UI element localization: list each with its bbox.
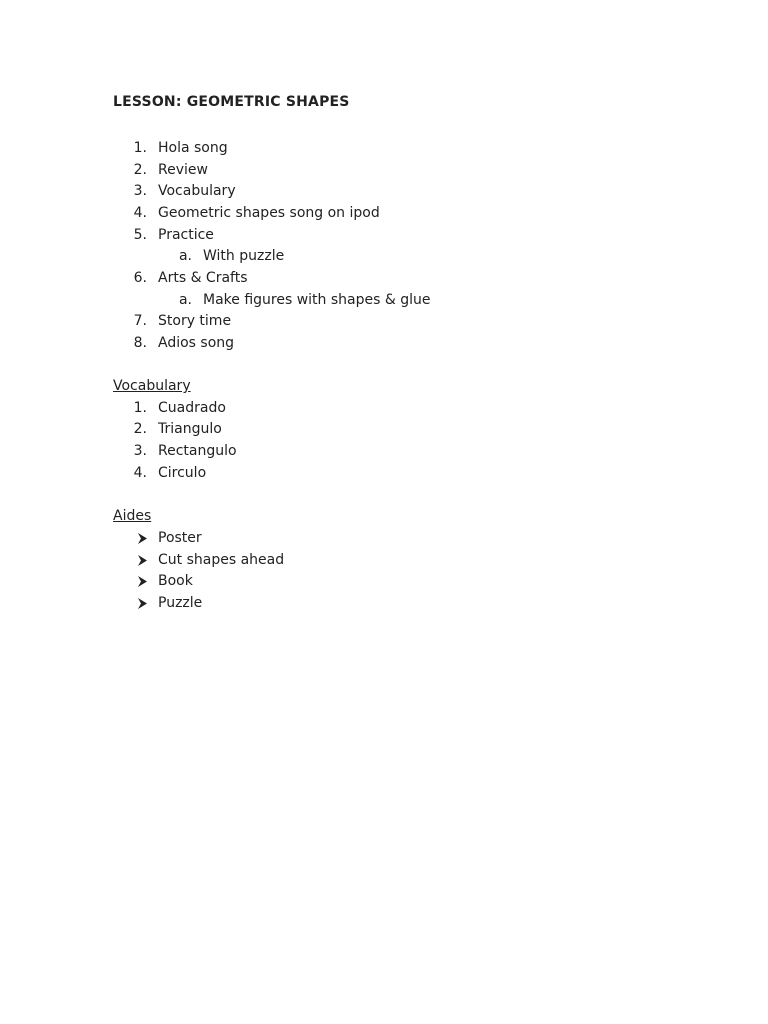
arrowhead-bullet-icon (137, 593, 147, 613)
list-item-text: Arts & Crafts (158, 270, 248, 286)
list-item-text: Hola song (158, 140, 228, 156)
list-marker: 1. (133, 140, 147, 156)
list-item-text: Vocabulary (158, 183, 236, 199)
list-item-text: Cut shapes ahead (158, 552, 285, 568)
list-item-text: Story time (158, 313, 232, 329)
sub-list-item-text: Make figures with shapes & glue (203, 292, 431, 308)
list-item-text: Puzzle (158, 595, 203, 611)
list-marker: 8. (133, 335, 147, 351)
list-item-text: Book (158, 573, 193, 589)
list-marker: 1. (133, 400, 147, 416)
list-marker: 6. (133, 270, 147, 286)
arrowhead-bullet-icon (137, 571, 147, 591)
aides-heading: Aides (113, 508, 152, 524)
list-marker: 5. (133, 227, 147, 243)
list-item-text: Poster (158, 530, 202, 546)
vocabulary-heading: Vocabulary (113, 378, 191, 394)
list-item-text: Circulo (158, 465, 207, 481)
list-item-text: Geometric shapes song on ipod (158, 205, 380, 221)
list-marker: 2. (133, 421, 147, 437)
list-item-text: Adios song (158, 335, 235, 351)
list-marker: 4. (133, 205, 147, 221)
list-marker: 4. (133, 465, 147, 481)
list-item-text: Review (158, 162, 208, 178)
list-item-text: Triangulo (158, 421, 222, 437)
list-marker: 2. (133, 162, 147, 178)
arrowhead-bullet-icon (137, 550, 147, 570)
list-marker: 3. (133, 443, 147, 459)
sub-list-marker: a. (178, 248, 192, 264)
list-item-text: Cuadrado (158, 400, 226, 416)
list-marker: 7. (133, 313, 147, 329)
lesson-title: LESSON: GEOMETRIC SHAPES (113, 94, 350, 110)
sub-list-marker: a. (178, 292, 192, 308)
sub-list-item-text: With puzzle (203, 248, 285, 264)
list-item-text: Rectangulo (158, 443, 237, 459)
list-item-text: Practice (158, 227, 214, 243)
list-marker: 3. (133, 183, 147, 199)
arrowhead-bullet-icon (137, 528, 147, 548)
